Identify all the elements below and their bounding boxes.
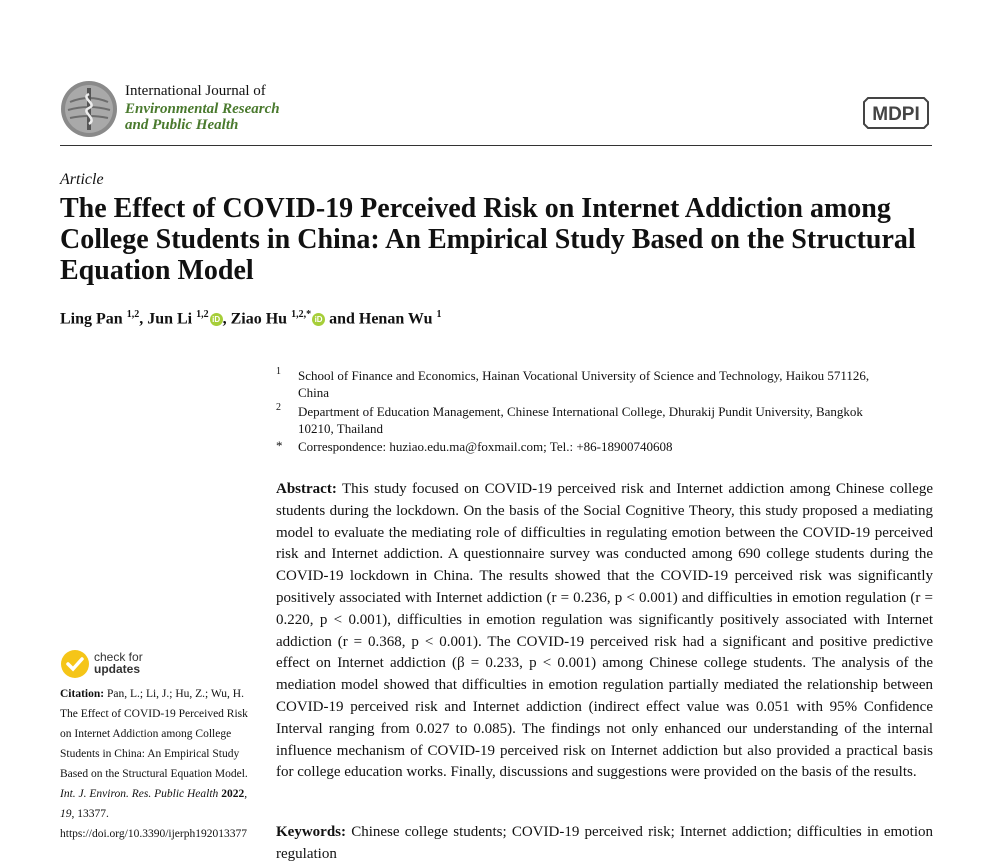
journal-name-line2: Environmental Research [125,101,280,117]
publisher-name: MDPI [872,104,920,125]
author-affiliation-sup: 1,2 [126,309,140,320]
header-divider [60,145,932,146]
citation-text: Pan, L.; Li, J.; Hu, Z.; Wu, H. The Effect of COVID-19 Perceived Risk on Internet Addiction among College Students in China: An Empirical Study Based on the Structural Equation Model. [60,688,248,780]
orcid-icon[interactable]: iD [210,313,223,326]
citation-journal: Int. J. Environ. Res. Public Health [60,788,219,800]
author-affiliation-sup: 1 [436,309,442,320]
affiliation-2: Department of Education Management, Chinese International College, Dhurakij Pundit University, Bangkok 10210, Thailand [298,404,863,436]
journal-name-line3: and Public Health [125,117,239,133]
keywords-label: Keywords: [276,824,346,840]
author-name: Ziao Hu [230,310,288,328]
citation-doi: 13377. https://doi.org/10.3390/ijerph192013377 [60,808,247,840]
author-name: Henan Wu [358,310,433,328]
abstract [276,479,933,784]
check-for-updates-line1[interactable]: check for [94,650,143,664]
abstract-text: This study focused on COVID-19 perceived risk and Internet addiction among Chinese college students during the lockdown. On the basis of the Social Cognitive Theory, this study proposed a mediating model to evaluate the mediating role of difficulties in regulating emotion between the COVID-19 perceived risk and Internet addiction. A questionnaire survey was conducted among 690 college students during the COVID-19 lockdown in China. The results showed that the COVID-19 perceived risk was significantly positively associated with Internet addiction (r = 0.236, p < 0.001) and difficulties in emotion regulation (r = 0.220, p < 0.001), difficulties in emotion regulation was significantly positively associated with Internet addiction (r = 0.368, p < 0.001). The COVID-19 perceived risk had a significant and positive predictive effect on Internet addiction (β = 0.233, p < 0.001) among Chinese college students. The analysis of the mediation model showed that difficulties in emotion regulation partially mediated the relationship between COVID-19 perceived risk and Internet addiction (indirect effect value was 0.051 with 95% Confidence Interval ranging from 0.027 to 0.085). The findings not only enhanced our understanding of the internal influence mechanism of COVID-19 perceived risk on Internet addiction but also provided a practical basis for college education works. Finally, discussions and suggestions were provided on the basis of the results. [276,481,933,781]
citation-year: 2022 [221,788,245,800]
journal-name-line1: International Journal of [125,83,266,99]
citation-volume: 19 [60,808,72,820]
citation: Citation: Pan, L.; Li, J.; Hu, Z.; Wu, H. The Effect of COVID-19 Perceived Risk on Internet Addiction among College Students in China: An Empirical Study Based on the Structural Equation Model. Int. J. Environ. Res. Public Health 2022, 19, 13377. https://doi.org/10.3390/ijerph192013377 [60,688,248,840]
affiliation-1: School of Finance and Economics, Hainan Vocational University of Science and Technology, Haikou 571126, China [298,368,870,400]
journal-logo [60,80,118,138]
correspondence: Correspondence: huziao.edu.ma@foxmail.com; Tel.: +86-18900740608 [298,439,673,454]
abstract-label: Abstract: [276,481,337,497]
keywords-text: Chinese college students; COVID-19 perceived risk; Internet addiction; difficulties in emotion regulation [276,824,933,862]
check-for-updates-line2[interactable]: updates [94,662,141,676]
article-type: Article [60,171,104,188]
mdpi-logo [860,94,932,132]
orcid-icon[interactable]: iD [312,313,325,326]
author-separator: , [139,310,148,328]
author-affiliation-sup: 1,2 [196,309,209,320]
keywords [276,822,933,866]
affiliation-1-number: 1 [276,366,281,377]
check-for-updates-icon[interactable] [60,649,90,679]
author-list [60,309,442,328]
citation-label: Citation: [60,688,105,700]
affiliation-2-number: 2 [276,402,281,413]
author-separator: , [222,310,231,328]
author-separator: and [325,310,359,328]
correspondence-marker: * [276,438,283,453]
paper-title: The Effect of COVID-19 Perceived Risk on Internet Addiction among College Students in China: An Empirical Study Based on the Structural Equation Model [60,193,916,286]
author-affiliation-sup: 1,2,* [291,309,312,320]
author-name: Ling Pan [60,310,123,328]
author-name: Jun Li [147,310,193,328]
